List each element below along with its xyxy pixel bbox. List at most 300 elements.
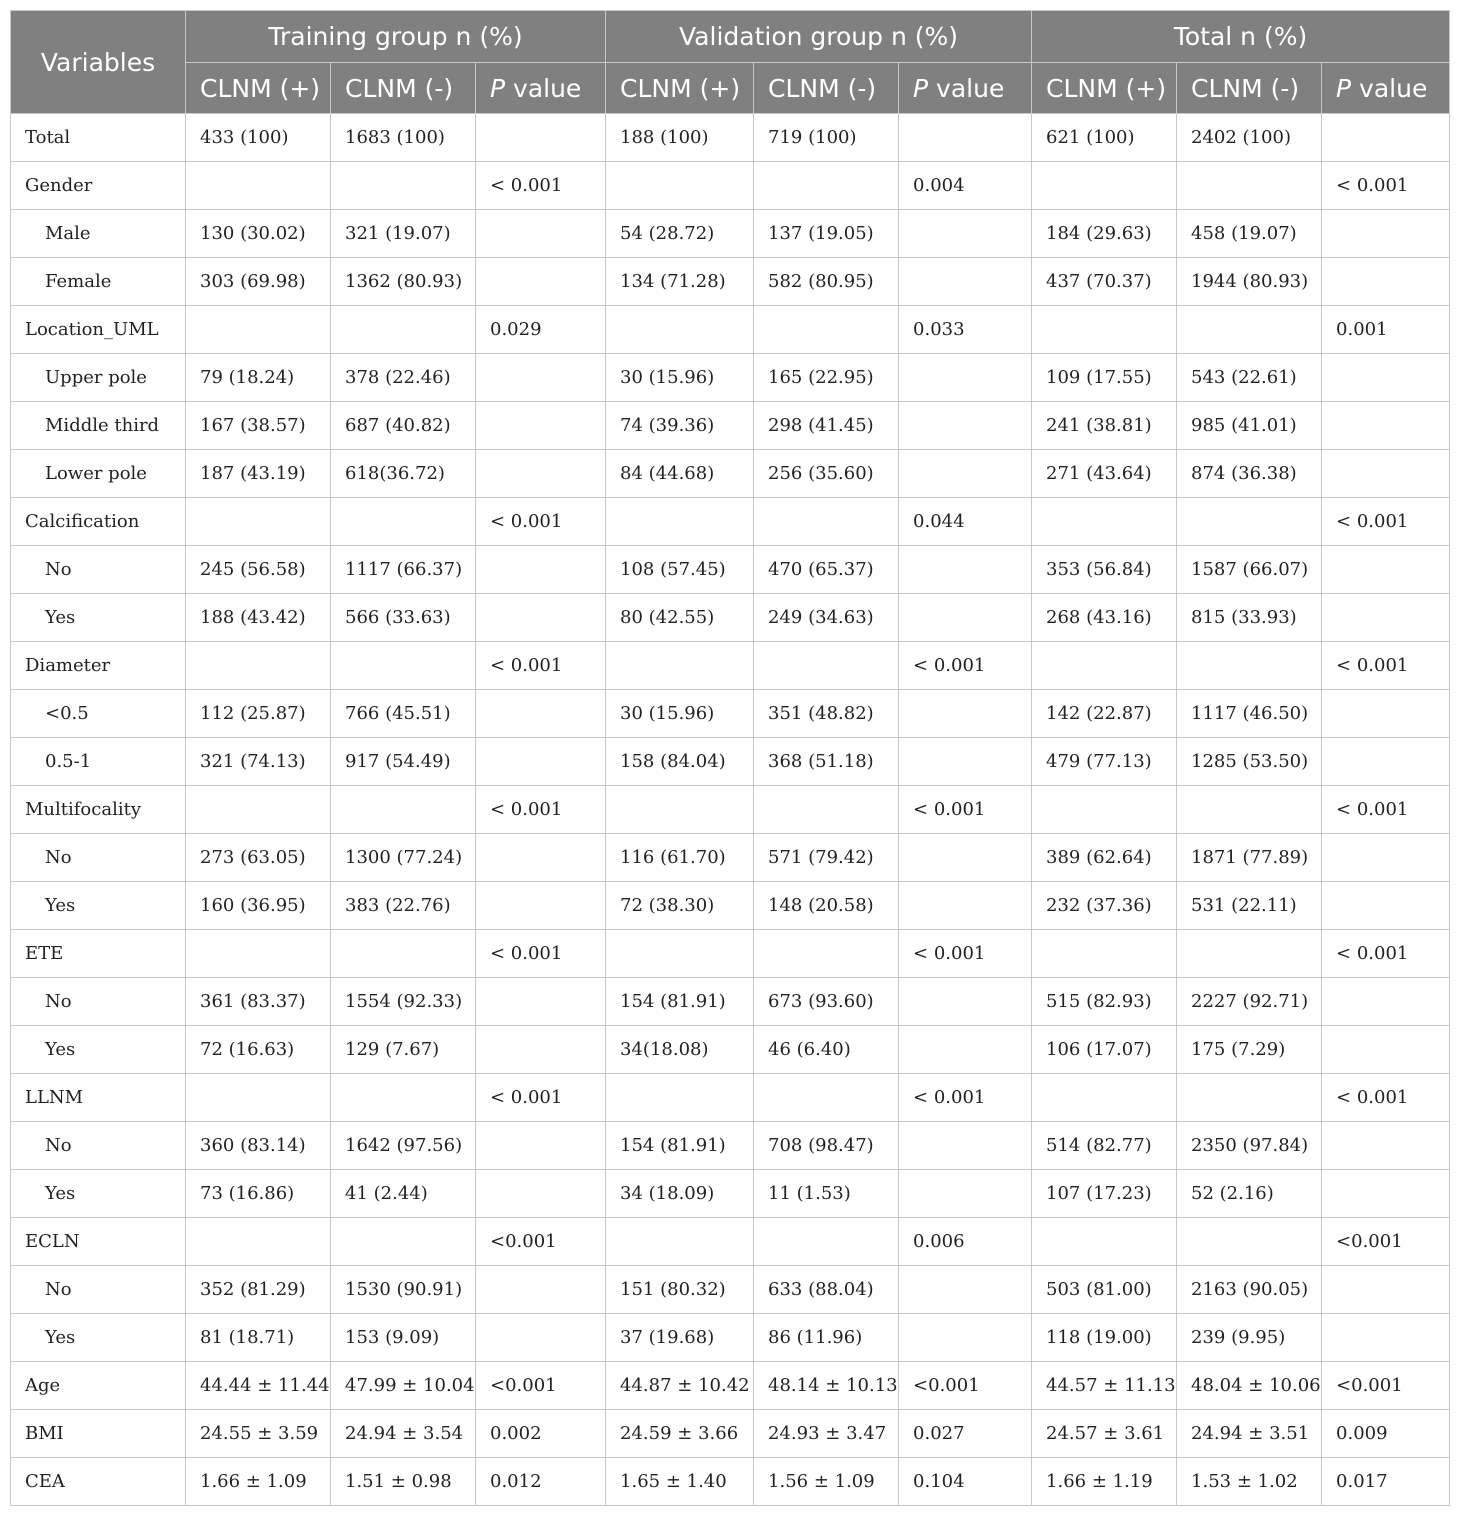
table-cell [899,1314,1032,1362]
table-cell [476,258,606,306]
table-cell [899,546,1032,594]
table-cell: < 0.001 [899,1074,1032,1122]
table-cell: < 0.001 [1322,162,1450,210]
table-cell [899,354,1032,402]
table-cell [1322,690,1450,738]
table-cell: 112 (25.87) [186,690,331,738]
table-cell: 531 (22.11) [1177,882,1322,930]
table-cell [899,594,1032,642]
table-cell [1322,1170,1450,1218]
table-row [11,114,1450,162]
table-cell [754,930,899,978]
table-cell [186,306,331,354]
training-clnm-pos-header: CLNM (+) [186,63,331,114]
training-group-header: Training group n (%) [186,11,606,63]
table-cell: 0.044 [899,498,1032,546]
table-cell: 2350 (97.84) [1177,1122,1322,1170]
row-label: Lower pole [11,450,186,498]
row-label: Total [11,114,186,162]
table-cell: 0.017 [1322,1458,1450,1506]
row-label: Location_UML [11,306,186,354]
table-row [11,162,1450,210]
table-cell: 232 (37.36) [1032,882,1177,930]
table-cell [476,210,606,258]
table-cell [476,1026,606,1074]
table-cell: 107 (17.23) [1032,1170,1177,1218]
table-cell [476,690,606,738]
table-cell [1032,1074,1177,1122]
variables-header: Variables [11,11,186,114]
table-cell: 137 (19.05) [754,210,899,258]
table-row [11,1074,1450,1122]
table-cell: 24.55 ± 3.59 [186,1410,331,1458]
table-cell [1177,162,1322,210]
validation-group-header: Validation group n (%) [606,11,1032,63]
training-p-value-header: P value [476,63,606,114]
table-cell: 1.66 ± 1.09 [186,1458,331,1506]
row-label: No [11,1266,186,1314]
row-label: No [11,834,186,882]
table-cell: 73 (16.86) [186,1170,331,1218]
table-cell: 1362 (80.93) [331,258,476,306]
table-cell: 515 (82.93) [1032,978,1177,1026]
row-label: Yes [11,1170,186,1218]
table-cell: 1300 (77.24) [331,834,476,882]
table-cell [606,642,754,690]
table-cell [1322,1314,1450,1362]
table-cell: 165 (22.95) [754,354,899,402]
table-cell: 187 (43.19) [186,450,331,498]
table-cell [1322,834,1450,882]
table-cell [331,498,476,546]
table-cell [476,1266,606,1314]
table-cell [606,1074,754,1122]
table-row [11,546,1450,594]
table-cell: 378 (22.46) [331,354,476,402]
table-cell: < 0.001 [1322,642,1450,690]
table-row [11,834,1450,882]
table-cell: < 0.001 [476,930,606,978]
row-label: Calcification [11,498,186,546]
table-cell: 34 (18.09) [606,1170,754,1218]
table-cell [1177,786,1322,834]
table-cell [331,642,476,690]
table-cell [899,210,1032,258]
table-cell: 0.029 [476,306,606,354]
table-cell [1032,162,1177,210]
table-cell: 1530 (90.91) [331,1266,476,1314]
table-cell: 874 (36.38) [1177,450,1322,498]
table-cell: 0.012 [476,1458,606,1506]
table-cell: 239 (9.95) [1177,1314,1322,1362]
table-cell: 470 (65.37) [754,546,899,594]
validation-clnm-pos-header: CLNM (+) [606,63,754,114]
table-cell: 0.009 [1322,1410,1450,1458]
table-row [11,642,1450,690]
table-cell: 1.66 ± 1.19 [1032,1458,1177,1506]
table-cell: 815 (33.93) [1177,594,1322,642]
table-cell: 571 (79.42) [754,834,899,882]
table-cell [186,642,331,690]
table-cell [1032,786,1177,834]
table-cell [331,1074,476,1122]
row-label: BMI [11,1410,186,1458]
table-cell: 273 (63.05) [186,834,331,882]
table-cell: 30 (15.96) [606,354,754,402]
table-cell [899,258,1032,306]
table-cell: 479 (77.13) [1032,738,1177,786]
row-label: LLNM [11,1074,186,1122]
table-cell: 985 (41.01) [1177,402,1322,450]
table-cell: 618(36.72) [331,450,476,498]
table-cell [1322,978,1450,1026]
table-cell: 2227 (92.71) [1177,978,1322,1026]
row-label: No [11,1122,186,1170]
table-row [11,1314,1450,1362]
table-cell [754,1218,899,1266]
table-cell [1177,1218,1322,1266]
table-cell: 621 (100) [1032,114,1177,162]
table-cell: < 0.001 [1322,498,1450,546]
table-cell [754,498,899,546]
table-cell [754,642,899,690]
table-cell [754,162,899,210]
table-row [11,1362,1450,1410]
validation-clnm-neg-header: CLNM (-) [754,63,899,114]
table-cell: < 0.001 [1322,786,1450,834]
row-label: 0.5-1 [11,738,186,786]
table-row [11,1266,1450,1314]
table-cell: 153 (9.09) [331,1314,476,1362]
table-cell: 129 (7.67) [331,1026,476,1074]
table-cell [899,1026,1032,1074]
table-cell: 130 (30.02) [186,210,331,258]
table-cell [331,930,476,978]
table-cell [899,738,1032,786]
table-cell [476,594,606,642]
table-cell: 514 (82.77) [1032,1122,1177,1170]
table-cell: 1554 (92.33) [331,978,476,1026]
table-cell: 543 (22.61) [1177,354,1322,402]
table-cell: <0.001 [476,1362,606,1410]
table-row [11,786,1450,834]
table-cell [1322,1026,1450,1074]
table-cell [899,882,1032,930]
table-cell [331,786,476,834]
table-cell: < 0.001 [476,642,606,690]
table-row [11,402,1450,450]
table-cell: < 0.001 [899,930,1032,978]
row-label: Male [11,210,186,258]
table-cell [186,1074,331,1122]
table-cell: 582 (80.95) [754,258,899,306]
table-cell: 46 (6.40) [754,1026,899,1074]
table-cell [1322,114,1450,162]
table-cell: < 0.001 [899,642,1032,690]
table-cell [1032,642,1177,690]
table-row [11,882,1450,930]
table-cell: 0.001 [1322,306,1450,354]
table-cell: 72 (38.30) [606,882,754,930]
row-label: Yes [11,882,186,930]
table-cell [186,1218,331,1266]
table-cell: 0.006 [899,1218,1032,1266]
table-cell: 151 (80.32) [606,1266,754,1314]
table-cell: 37 (19.68) [606,1314,754,1362]
table-cell [186,930,331,978]
validation-p-value-header: P value [899,63,1032,114]
table-cell [1322,210,1450,258]
row-label: Upper pole [11,354,186,402]
table-cell: 11 (1.53) [754,1170,899,1218]
table-row [11,594,1450,642]
table-cell [186,162,331,210]
table-cell [1177,498,1322,546]
table-header [11,11,1450,114]
table-cell [606,786,754,834]
table-cell [1322,546,1450,594]
table-cell [476,738,606,786]
row-label: Multifocality [11,786,186,834]
row-label: No [11,546,186,594]
table-cell: 48.04 ± 10.06 [1177,1362,1322,1410]
table-cell: 353 (56.84) [1032,546,1177,594]
training-clnm-neg-header: CLNM (-) [331,63,476,114]
table-cell [476,1170,606,1218]
table-cell: 24.93 ± 3.47 [754,1410,899,1458]
table-row [11,1218,1450,1266]
table-cell: 24.94 ± 3.51 [1177,1410,1322,1458]
table-cell: 673 (93.60) [754,978,899,1026]
table-cell [606,1218,754,1266]
table-cell: 80 (42.55) [606,594,754,642]
table-cell: 503 (81.00) [1032,1266,1177,1314]
table-cell: 109 (17.55) [1032,354,1177,402]
table-cell [899,450,1032,498]
table-cell: 41 (2.44) [331,1170,476,1218]
table-cell [1177,642,1322,690]
table-cell [899,402,1032,450]
table-cell: < 0.001 [1322,930,1450,978]
table-cell [1177,306,1322,354]
table-cell [331,162,476,210]
table-cell: 1.51 ± 0.98 [331,1458,476,1506]
table-cell: 175 (7.29) [1177,1026,1322,1074]
table-cell: 0.002 [476,1410,606,1458]
table-cell: 1587 (66.07) [1177,546,1322,594]
table-cell [899,1122,1032,1170]
table-cell [1322,450,1450,498]
row-label: Yes [11,1314,186,1362]
table-row [11,450,1450,498]
table-cell: 268 (43.16) [1032,594,1177,642]
table-cell: 368 (51.18) [754,738,899,786]
table-cell: 24.94 ± 3.54 [331,1410,476,1458]
table-cell: 389 (62.64) [1032,834,1177,882]
table-cell [186,786,331,834]
table-cell [1032,1218,1177,1266]
table-cell: 321 (19.07) [331,210,476,258]
table-row [11,306,1450,354]
table-cell [476,1122,606,1170]
table-cell: 74 (39.36) [606,402,754,450]
table-cell: 256 (35.60) [754,450,899,498]
row-label: Female [11,258,186,306]
table-cell: 361 (83.37) [186,978,331,1026]
table-cell: 79 (18.24) [186,354,331,402]
table-cell: 719 (100) [754,114,899,162]
table-cell [1322,882,1450,930]
row-label: <0.5 [11,690,186,738]
row-label: Diameter [11,642,186,690]
table-cell: 47.99 ± 10.04 [331,1362,476,1410]
table-cell: 154 (81.91) [606,1122,754,1170]
table-cell: < 0.001 [1322,1074,1450,1122]
table-cell: 118 (19.00) [1032,1314,1177,1362]
table-cell [1032,306,1177,354]
table-cell: 2163 (90.05) [1177,1266,1322,1314]
table-cell: 1871 (77.89) [1177,834,1322,882]
table-cell: 160 (36.95) [186,882,331,930]
table-cell: 1.56 ± 1.09 [754,1458,899,1506]
table-row [11,930,1450,978]
table-cell [754,786,899,834]
table-cell [331,1218,476,1266]
table-cell: 917 (54.49) [331,738,476,786]
table-cell: 241 (38.81) [1032,402,1177,450]
table-cell: 383 (22.76) [331,882,476,930]
table-cell: 116 (61.70) [606,834,754,882]
table-cell: 30 (15.96) [606,690,754,738]
table-cell [899,978,1032,1026]
table-cell: 44.44 ± 11.44 [186,1362,331,1410]
table-cell: <0.001 [1322,1218,1450,1266]
table-cell [899,1170,1032,1218]
table-cell [1322,1266,1450,1314]
table-cell: 298 (41.45) [754,402,899,450]
row-label: Gender [11,162,186,210]
table-cell: 167 (38.57) [186,402,331,450]
table-cell [899,114,1032,162]
table-row [11,354,1450,402]
table-cell [1322,354,1450,402]
table-cell: 0.104 [899,1458,1032,1506]
table-cell: 184 (29.63) [1032,210,1177,258]
table-cell: 321 (74.13) [186,738,331,786]
table-cell: 48.14 ± 10.13 [754,1362,899,1410]
table-cell [1322,1122,1450,1170]
table-cell: 158 (84.04) [606,738,754,786]
table-cell [186,498,331,546]
table-cell: 81 (18.71) [186,1314,331,1362]
table-cell: 633 (88.04) [754,1266,899,1314]
table-cell: 106 (17.07) [1032,1026,1177,1074]
table-cell [1322,594,1450,642]
table-cell: 1944 (80.93) [1177,258,1322,306]
table-cell: <0.001 [1322,1362,1450,1410]
table-row [11,1026,1450,1074]
total-clnm-pos-header: CLNM (+) [1032,63,1177,114]
table-cell: 1117 (46.50) [1177,690,1322,738]
table-cell: 2402 (100) [1177,114,1322,162]
table-cell: 458 (19.07) [1177,210,1322,258]
table-cell: < 0.001 [899,786,1032,834]
table-cell [754,306,899,354]
table-row [11,690,1450,738]
table-cell: 271 (43.64) [1032,450,1177,498]
table-cell [476,546,606,594]
row-label: Yes [11,594,186,642]
table-cell: 1.53 ± 1.02 [1177,1458,1322,1506]
table-cell [1322,258,1450,306]
table-cell: 86 (11.96) [754,1314,899,1362]
table-cell: 437 (70.37) [1032,258,1177,306]
table-cell [899,690,1032,738]
row-label: ETE [11,930,186,978]
table-cell [476,402,606,450]
table-cell: 134 (71.28) [606,258,754,306]
table-row [11,1170,1450,1218]
table-cell [476,354,606,402]
table-row [11,498,1450,546]
table-row [11,1410,1450,1458]
table-cell [606,162,754,210]
table-cell: < 0.001 [476,1074,606,1122]
total-p-value-header: P value [1322,63,1450,114]
table-cell: 1285 (53.50) [1177,738,1322,786]
data-table-container [10,10,1449,1506]
table-cell [1177,930,1322,978]
table-cell [1032,498,1177,546]
row-label: No [11,978,186,1026]
table-cell [1177,1074,1322,1122]
table-cell [1322,738,1450,786]
table-cell: 1683 (100) [331,114,476,162]
table-cell: <0.001 [476,1218,606,1266]
table-cell: 84 (44.68) [606,450,754,498]
characteristics-table [10,10,1450,1506]
total-clnm-neg-header: CLNM (-) [1177,63,1322,114]
table-cell [476,834,606,882]
table-body [11,114,1450,1506]
table-cell: 188 (100) [606,114,754,162]
table-cell: 352 (81.29) [186,1266,331,1314]
table-cell: 1.65 ± 1.40 [606,1458,754,1506]
table-cell [331,306,476,354]
table-cell [476,882,606,930]
row-label: CEA [11,1458,186,1506]
table-cell: 566 (33.63) [331,594,476,642]
table-cell [899,834,1032,882]
table-row [11,210,1450,258]
table-cell: < 0.001 [476,786,606,834]
table-cell: 52 (2.16) [1177,1170,1322,1218]
table-cell: 249 (34.63) [754,594,899,642]
table-cell: 0.004 [899,162,1032,210]
table-cell [899,1266,1032,1314]
table-cell: 360 (83.14) [186,1122,331,1170]
row-label: Age [11,1362,186,1410]
table-cell [476,450,606,498]
table-cell: 351 (48.82) [754,690,899,738]
table-cell: 34(18.08) [606,1026,754,1074]
table-cell: 245 (56.58) [186,546,331,594]
table-cell [476,978,606,1026]
table-cell: < 0.001 [476,498,606,546]
table-cell: < 0.001 [476,162,606,210]
table-cell: 766 (45.51) [331,690,476,738]
table-row [11,978,1450,1026]
